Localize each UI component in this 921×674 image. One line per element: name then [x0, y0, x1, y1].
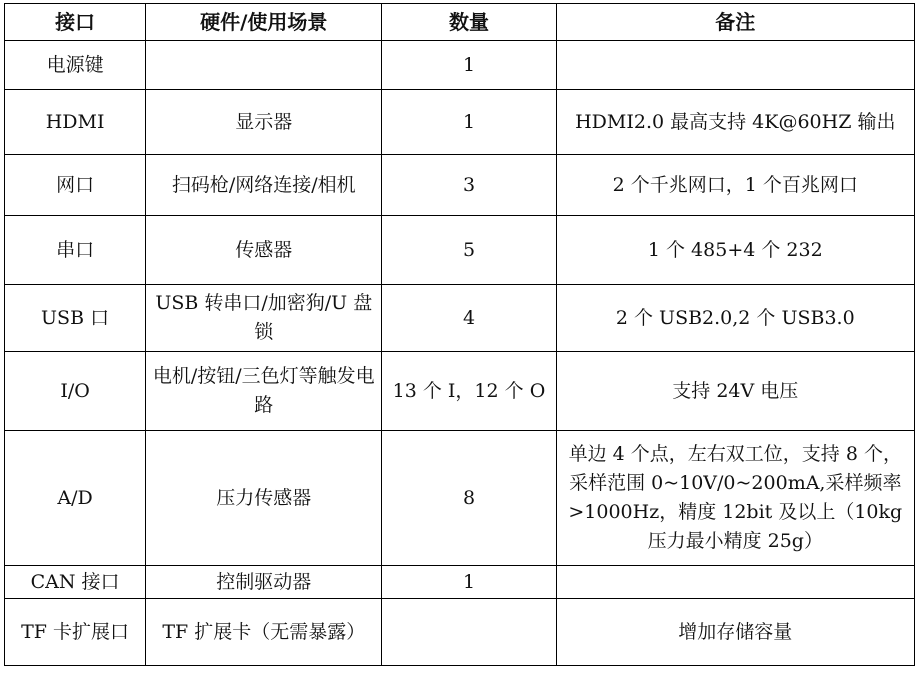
table-row [5, 285, 915, 352]
cell-usage: 电机/按钮/三色灯等触发电路 [146, 352, 382, 431]
cell-usage: TF 扩展卡（无需暴露） [146, 599, 382, 666]
cell-usage: 控制驱动器 [146, 566, 382, 599]
cell-quantity: 3 [382, 155, 556, 216]
table-row [5, 41, 915, 90]
cell-note: 2 个千兆网口，1 个百兆网口 [556, 155, 914, 216]
cell-quantity: 5 [382, 216, 556, 285]
cell-interface: A/D [5, 431, 146, 566]
table-row [5, 566, 915, 599]
cell-note: HDMI2.0 最高支持 4K@60HZ 输出 [556, 90, 914, 155]
cell-interface: 网口 [5, 155, 146, 216]
cell-interface: I/O [5, 352, 146, 431]
table-row [5, 599, 915, 666]
cell-usage: 显示器 [146, 90, 382, 155]
header-quantity: 数量 [382, 4, 556, 41]
cell-quantity: 4 [382, 285, 556, 352]
cell-note: 支持 24V 电压 [556, 352, 914, 431]
cell-interface: HDMI [5, 90, 146, 155]
cell-interface: USB 口 [5, 285, 146, 352]
cell-usage: 扫码枪/网络连接/相机 [146, 155, 382, 216]
cell-interface: CAN 接口 [5, 566, 146, 599]
table-row [5, 352, 915, 431]
cell-note: 单边 4 个点，左右双工位，支持 8 个，采样范围 0~10V/0~200mA,采样频率>1000Hz，精度 12bit 及以上（10kg 压力最小精度 25g） [556, 431, 914, 566]
cell-interface: TF 卡扩展口 [5, 599, 146, 666]
cell-interface: 串口 [5, 216, 146, 285]
cell-interface: 电源键 [5, 41, 146, 90]
header-usage: 硬件/使用场景 [146, 4, 382, 41]
table-row [5, 216, 915, 285]
table-row [5, 155, 915, 216]
cell-usage: 传感器 [146, 216, 382, 285]
cell-quantity: 13 个 I，12 个 O [382, 352, 556, 431]
table-header-row [5, 4, 915, 41]
cell-note [556, 566, 914, 599]
table-row [5, 90, 915, 155]
cell-quantity: 1 [382, 90, 556, 155]
cell-usage: 压力传感器 [146, 431, 382, 566]
cell-quantity: 1 [382, 41, 556, 90]
cell-usage: USB 转串口/加密狗/U 盘锁 [146, 285, 382, 352]
cell-note [556, 41, 914, 90]
header-interface: 接口 [5, 4, 146, 41]
table-row [5, 431, 915, 566]
cell-note: 1 个 485+4 个 232 [556, 216, 914, 285]
cell-quantity: 1 [382, 566, 556, 599]
cell-quantity [382, 599, 556, 666]
header-note: 备注 [556, 4, 914, 41]
cell-note: 2 个 USB2.0,2 个 USB3.0 [556, 285, 914, 352]
cell-usage [146, 41, 382, 90]
cell-quantity: 8 [382, 431, 556, 566]
interface-spec-table [4, 3, 915, 666]
cell-note: 增加存储容量 [556, 599, 914, 666]
